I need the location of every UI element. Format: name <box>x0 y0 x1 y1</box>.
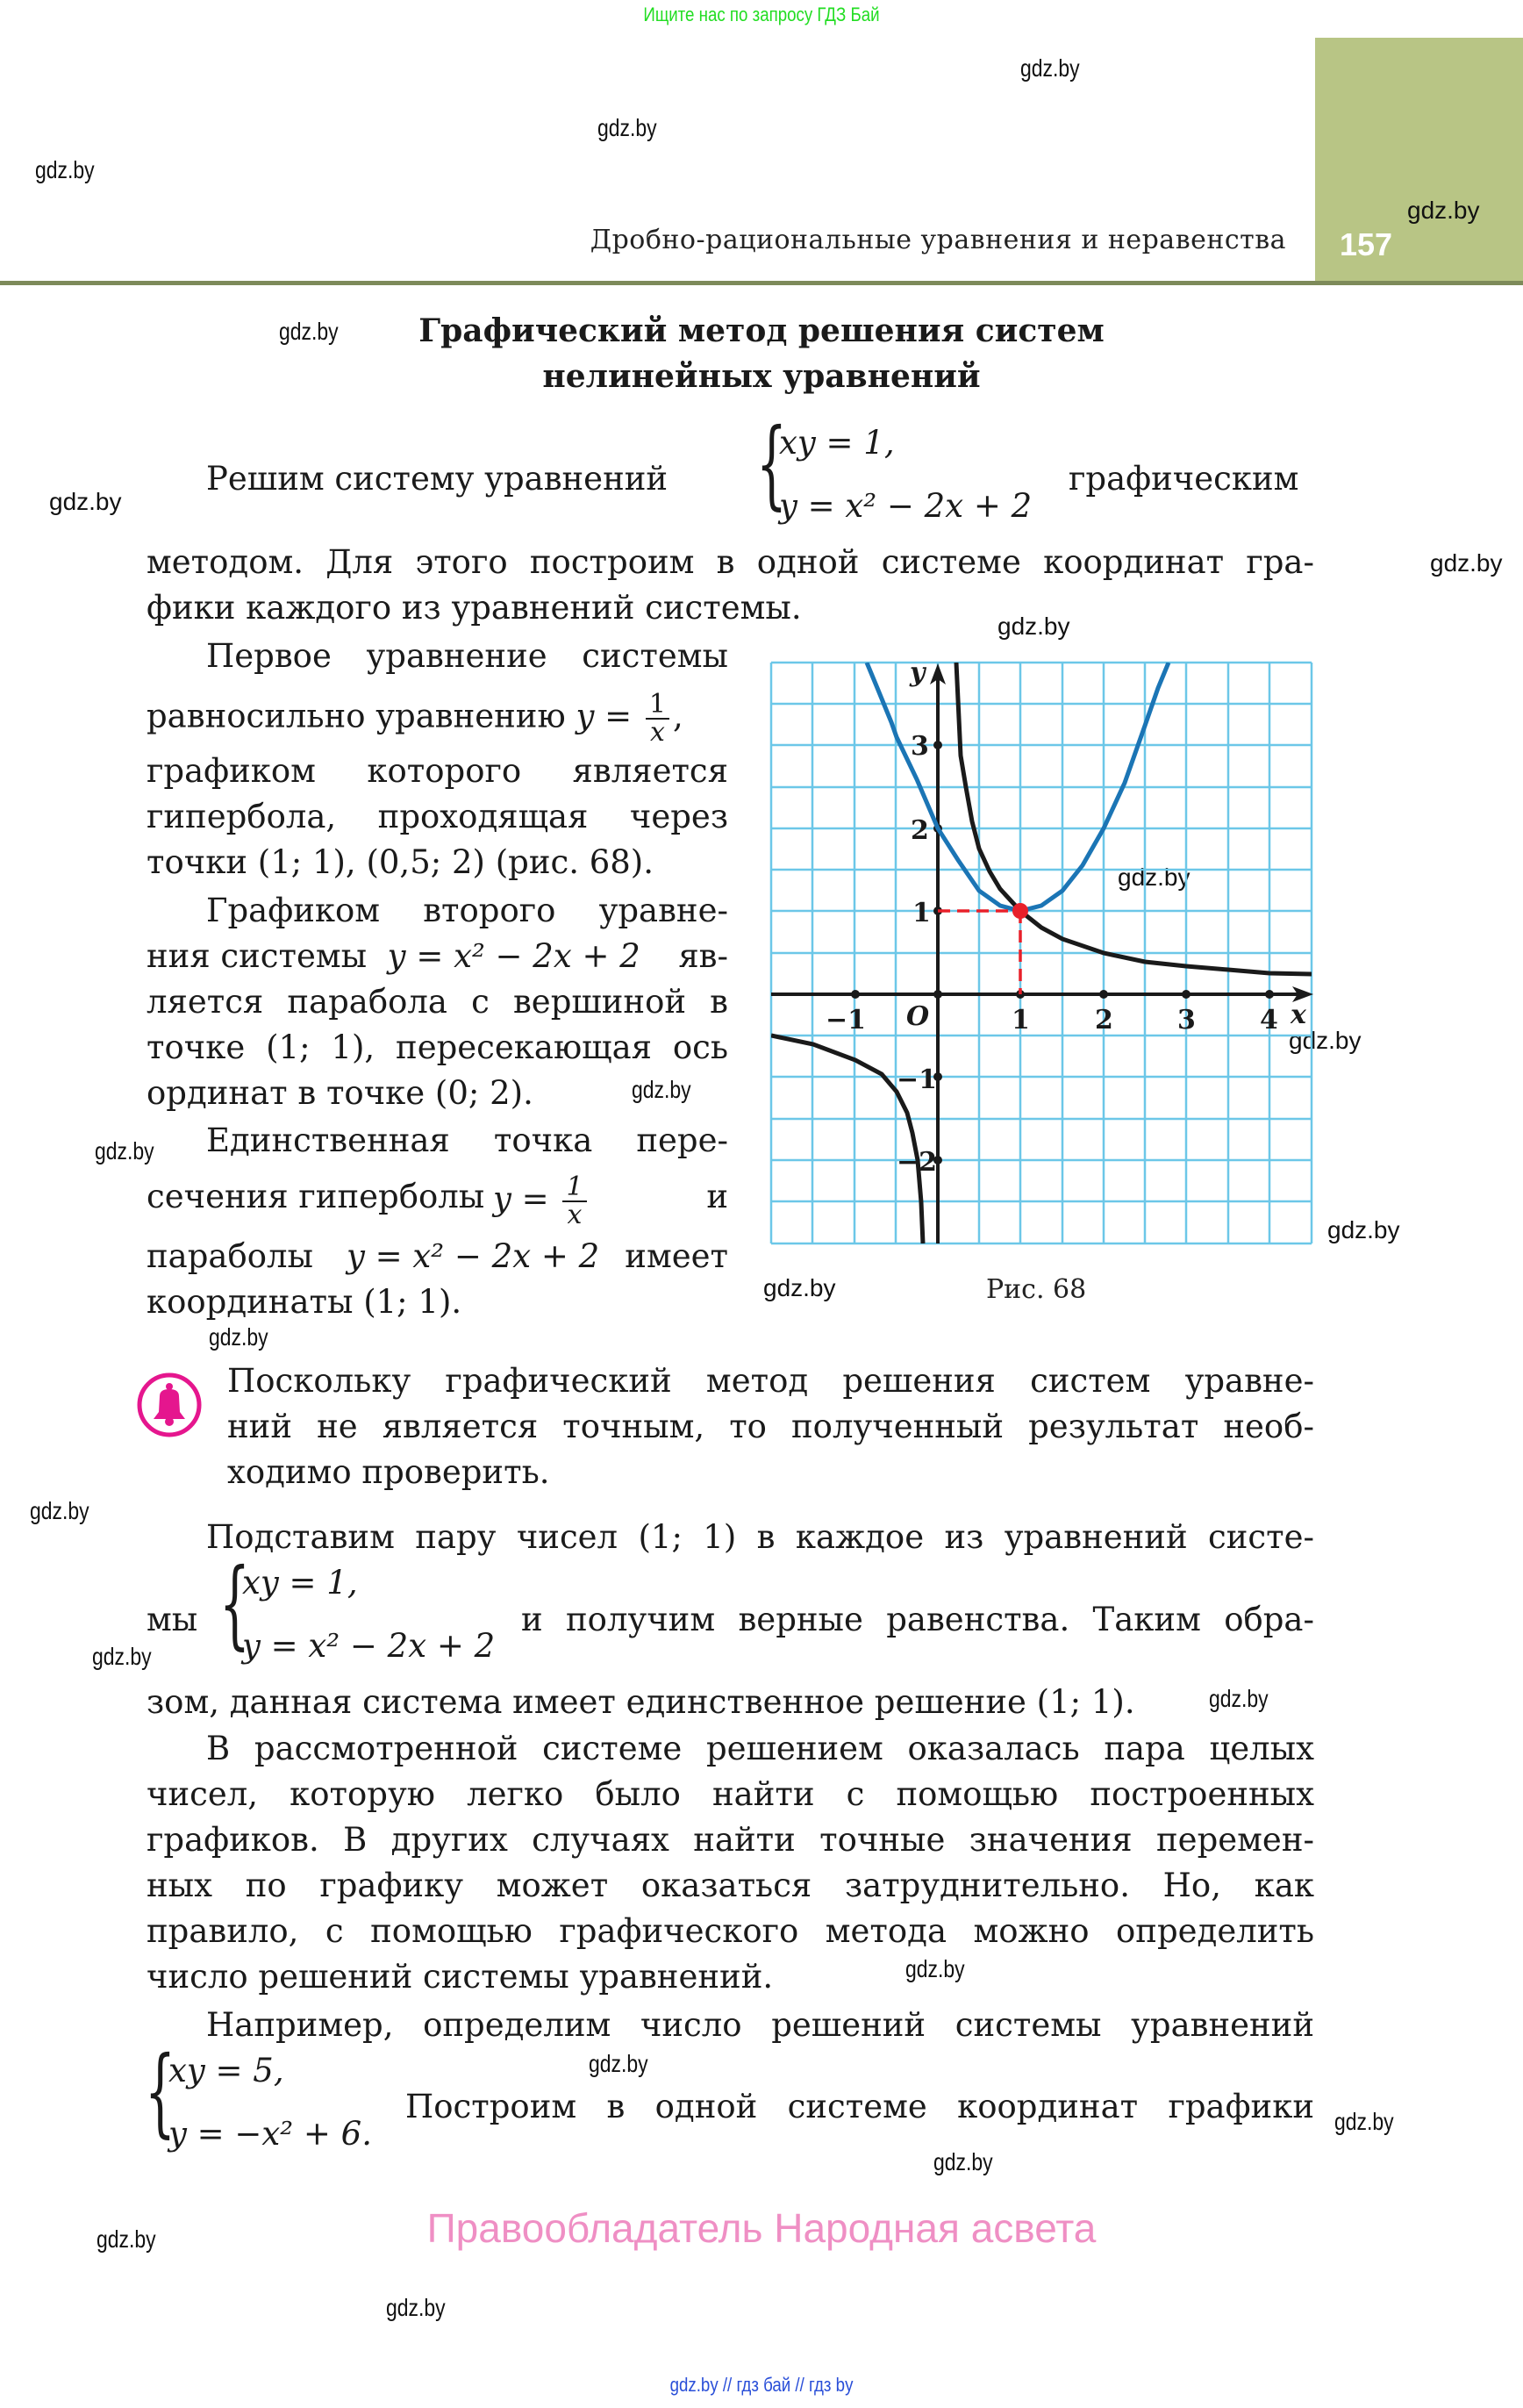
x-tick-label: −1 <box>826 1005 867 1036</box>
watermark: gdz.by <box>1209 1685 1269 1712</box>
intro-lead: Решим систему уравнений <box>206 460 669 498</box>
paragraph-line: ординат в точке (0; 2). <box>147 1074 533 1112</box>
watermark: gdz.by <box>1327 1216 1400 1243</box>
watermark: gdz.by <box>632 1076 691 1103</box>
check-trail: и получим верные равенства. Таким обра- <box>521 1601 1314 1638</box>
watermark: gdz.by <box>997 613 1070 640</box>
watermark: gdz.by <box>30 1497 89 1524</box>
system-brace: { <box>145 2035 175 2147</box>
paragraph-line: В рассмотренной системе решением оказалась пара целых <box>206 1730 1314 1767</box>
watermark: gdz.by <box>905 1955 965 1982</box>
paragraph-line: зом, данная система имеет единственное решение (1; 1). <box>147 1683 1135 1721</box>
watermark: gdz.by <box>92 1643 152 1670</box>
bell-icon <box>136 1372 203 1438</box>
watermark: gdz.by <box>1289 1027 1362 1054</box>
paragraph-line: точке (1; 1), пересекающая ось <box>147 1028 728 1066</box>
watermark: gdz.by <box>1020 54 1080 82</box>
grid <box>771 663 1312 1243</box>
paragraph-line: Графиком второго уравне- <box>206 892 728 929</box>
copyright-notice: Правообладатель Народная асвета <box>426 2205 1097 2251</box>
system-eq-2: y = x² − 2x + 2 <box>779 487 1033 525</box>
paragraph-line: Подставим пару чисел (1; 1) в каждое из уравнений систе- <box>206 1518 1314 1556</box>
watermark: gdz.by <box>386 2294 446 2321</box>
system-eq-1: xy = 1, <box>242 1564 358 1602</box>
y-tick-label: −2 <box>897 1147 938 1178</box>
watermark: gdz.by <box>933 2148 993 2175</box>
intro-line: фики каждого из уравнений системы. <box>147 589 802 627</box>
note-line: ний не является точным, то полученный результат необ- <box>227 1408 1314 1445</box>
running-head: Дробно-рациональные уравнения и неравенства <box>590 225 1286 255</box>
paragraph-line: параболы y = x² − 2x + 2 имеет <box>147 1237 728 1275</box>
origin-label: O <box>906 1001 930 1032</box>
paragraph-line: сечения гиперболы y = $\frac{1}{x}$ и <box>147 1172 728 1230</box>
watermark: gdz.by <box>97 2225 156 2253</box>
note-line: Поскольку графический метод решения систем уравне- <box>227 1362 1314 1400</box>
system-eq-1: xy = 5, <box>168 2052 284 2089</box>
watermark: gdz.by <box>209 1323 268 1351</box>
watermark: gdz.by <box>1118 864 1191 891</box>
y-tick-label: 3 <box>911 731 929 762</box>
figure-caption: Рис. 68 <box>986 1274 1087 1305</box>
system-eq-2: y = −x² + 6. <box>168 2115 372 2153</box>
watermark: gdz.by <box>597 114 657 141</box>
system-eq-2: y = x² − 2x + 2 <box>242 1627 496 1665</box>
watermark: gdz.by <box>279 318 339 345</box>
paragraph-line: графиков. В других случаях найти точные значения перемен- <box>147 1821 1314 1859</box>
x-tick-label: 4 <box>1260 1005 1278 1036</box>
paragraph-line: гипербола, проходящая через <box>147 798 728 835</box>
system-brace: { <box>756 407 787 520</box>
intersection-point <box>1012 903 1028 919</box>
watermark: gdz.by <box>763 1274 836 1301</box>
watermark: gdz.by <box>1407 197 1480 224</box>
system-eq-1: xy = 1, <box>779 424 895 462</box>
paragraph-line: Например, определим число решений системы уравнений <box>206 2006 1314 2044</box>
x-tick-label: 2 <box>1095 1005 1113 1036</box>
note-line: ходимо проверить. <box>227 1453 550 1491</box>
watermark: gdz.by <box>35 156 95 183</box>
x-tick-label: 1 <box>1012 1005 1030 1036</box>
x-tick-label: 3 <box>1177 1005 1196 1036</box>
y-tick-label: 1 <box>912 898 931 928</box>
paragraph-line: ляется парабола с вершиной в <box>147 983 728 1021</box>
header-rule <box>0 281 1523 285</box>
paragraph-line: ных по графику может оказаться затруднительно. Но, как <box>147 1867 1314 1904</box>
intro-trail: графическим <box>1069 460 1299 498</box>
search-banner: Ищите нас по запросу ГДЗ Бай <box>643 4 880 25</box>
paragraph-line: чисел, которую легко было найти с помощью построенных <box>147 1775 1314 1813</box>
footer-links[interactable]: gdz.by // гдз бай // гдз by <box>669 2374 854 2396</box>
y-axis-label: y <box>910 657 926 688</box>
figure-68-graph <box>763 654 1325 1251</box>
paragraph-line: равносильно уравнению y = $\frac{1}{x}$ , <box>147 689 683 748</box>
section-title-line1: Графический метод решения систем <box>418 312 1105 349</box>
check-lead: мы <box>147 1601 198 1638</box>
system-brace: { <box>219 1547 250 1659</box>
intro-line: методом. Для этого построим в одной системе координат гра- <box>147 543 1314 581</box>
x-axis-label: x <box>1291 1000 1306 1030</box>
example-trail: Построим в одной системе координат графики <box>405 2088 1314 2125</box>
section-title-line2: нелинейных уравнений <box>542 358 981 395</box>
watermark: gdz.by <box>1334 2108 1394 2135</box>
paragraph-line: Единственная точка пере- <box>206 1122 728 1159</box>
watermark: gdz.by <box>95 1137 154 1165</box>
paragraph-line: точки (1; 1), (0,5; 2) (рис. 68). <box>147 843 654 881</box>
page-number: 157 <box>1340 226 1393 262</box>
watermark: gdz.by <box>49 488 122 515</box>
paragraph-line: правило, с помощью графического метода можно определить <box>147 1912 1314 1950</box>
paragraph-line: графиком которого является <box>147 752 728 790</box>
paragraph-line: Первое уравнение системы <box>206 637 728 675</box>
y-tick-label: −1 <box>897 1064 938 1095</box>
hyperbola-right-branch <box>956 663 1312 974</box>
paragraph-line: координаты (1; 1). <box>147 1283 462 1321</box>
paragraph-line: ния системы y = x² − 2x + 2 яв- <box>147 937 728 975</box>
paragraph-line: число решений системы уравнений. <box>147 1958 774 1996</box>
watermark: gdz.by <box>1430 549 1503 577</box>
watermark: gdz.by <box>589 2050 648 2077</box>
y-tick-label: 2 <box>911 815 929 846</box>
